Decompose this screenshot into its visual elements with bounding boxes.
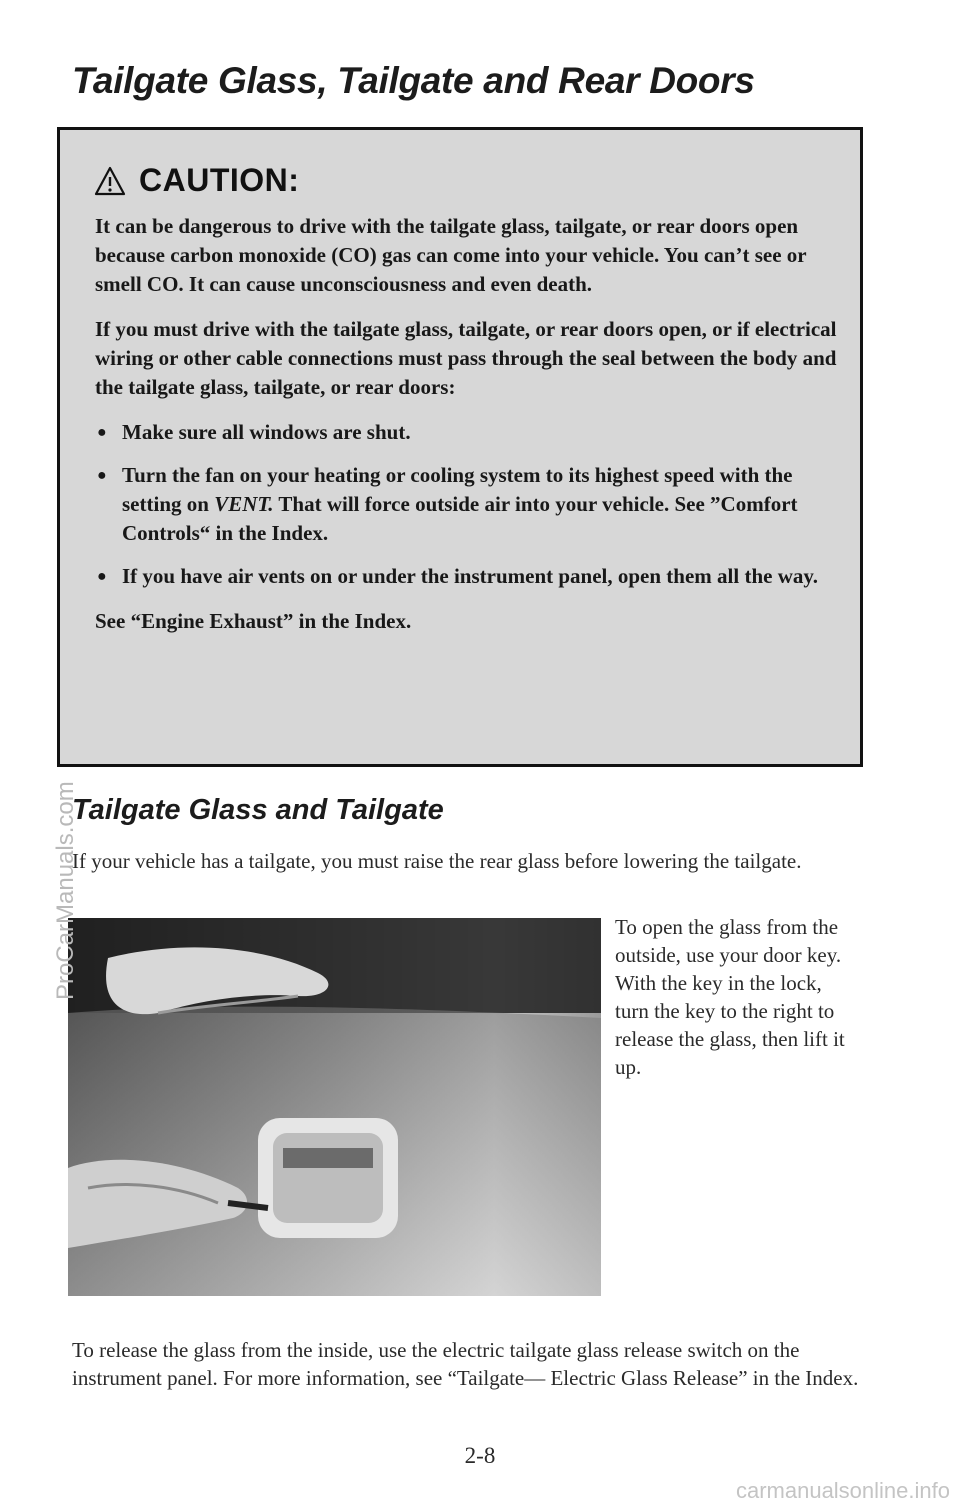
photo-illustration — [68, 918, 601, 1296]
caution-bullet-item — [95, 562, 840, 591]
caution-heading: CAUTION: — [139, 162, 300, 198]
bullet-text: That will force outside air into your vehicle. See ”Comfort Controls“ in the Index. — [122, 492, 798, 545]
bullet-text: Make sure all windows are shut. — [122, 420, 411, 444]
caution-body — [95, 212, 840, 652]
watermark-left-text: ProCarManuals.com — [52, 781, 79, 1000]
bullet-icon: ● — [97, 568, 107, 585]
bullet-icon: ● — [97, 424, 107, 441]
page-number: 2-8 — [464, 1443, 496, 1468]
bullet-icon: ● — [97, 467, 107, 484]
caution-paragraph-1: It can be dangerous to drive with the tailgate glass, tailgate, or rear doors open because carbon monoxide (CO) gas can come into your vehicle. You can’t see or smell CO. It can cause unconsciousness and even death. — [95, 214, 807, 296]
caution-bullet-list — [95, 418, 840, 591]
tailgate-key-photo — [68, 918, 601, 1296]
intro-paragraph: If your vehicle has a tailgate, you must raise the rear glass before lowering the tailgate. — [72, 849, 802, 873]
open-glass-outside-text: To open the glass from the outside, use your door key. With the key in the lock, turn the key to the right to release the glass, then lift it up. — [615, 915, 845, 1079]
release-glass-inside-text: To release the glass from the inside, use the electric tailgate glass release switch on the instrument panel. For more information, see “Tailgate— Electric Glass Release” in the Index. — [72, 1338, 859, 1390]
section-title: Tailgate Glass and Tailgate — [72, 794, 444, 826]
watermark-bottom: carmanualsonline.info — [735, 1478, 950, 1503]
caution-header — [93, 162, 299, 199]
caution-box — [57, 127, 863, 767]
caution-bullet-item — [95, 418, 840, 447]
warning-triangle-icon — [93, 165, 127, 197]
bullet-text: Turn the fan on your heating or cooling system to its highest speed with the setting on — [122, 463, 793, 516]
caution-footer: See “Engine Exhaust” in the Index. — [95, 609, 412, 633]
page-title: Tailgate Glass, Tailgate and Rear Doors — [72, 60, 755, 101]
caution-bullet-item — [95, 461, 840, 548]
caution-paragraph-2: If you must drive with the tailgate glass, tailgate, or rear doors open, or if electrical wiring or other cable connections must pass through the seal between the body and the tailgate glass, tailgate, or rear doors: — [95, 317, 837, 399]
vent-setting-text: VENT. — [214, 492, 274, 516]
bullet-text: If you have air vents on or under the instrument panel, open them all the way. — [122, 564, 818, 588]
